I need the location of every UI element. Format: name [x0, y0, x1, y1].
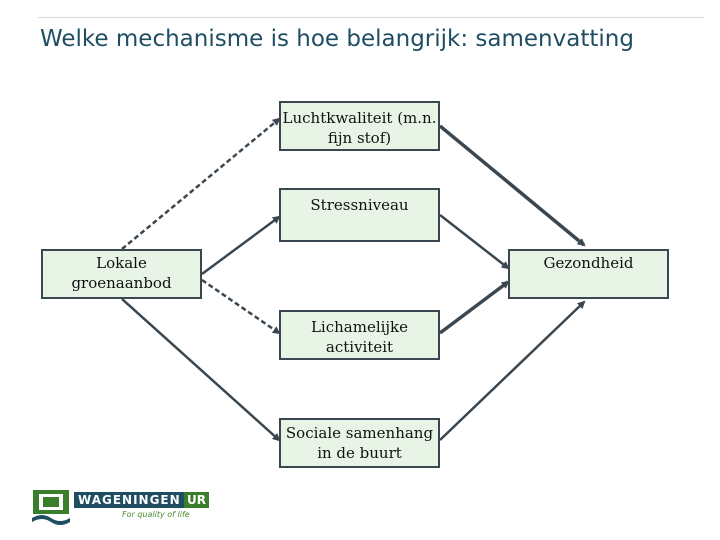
wageningen-logo — [30, 488, 230, 532]
node-lokaal-line-2: groenaanbod — [71, 274, 172, 292]
node-stressniveau-label: Stressniveau — [310, 196, 409, 214]
node-sociaal-line-2: in de buurt — [317, 444, 402, 462]
node-stressniveau — [279, 188, 440, 242]
arrow-sociaal-to-gezond — [440, 302, 584, 440]
arrow-groen-to-licham — [202, 280, 279, 333]
arrow-licham-to-gezond — [440, 282, 508, 333]
logo-wordmark: WAGENINGEN — [74, 492, 185, 508]
node-gezondheid — [508, 249, 669, 299]
arrow-groen-to-lucht — [122, 119, 279, 249]
logo-emblem-icon — [30, 488, 72, 528]
node-gezondheid-label: Gezondheid — [543, 254, 634, 272]
node-lokaal-groenaanbod — [41, 249, 202, 299]
slide-title: Welke mechanisme is hoe belangrijk: samenvatting — [40, 26, 634, 52]
arrow-lucht-to-gezond — [440, 126, 584, 245]
node-lichamelijke-activiteit — [279, 310, 440, 360]
arrow-stress-to-gezond — [440, 215, 508, 268]
node-luchtkwaliteit — [279, 101, 440, 151]
node-luchtkwaliteit-line-1: Luchtkwaliteit (m.n. — [282, 109, 437, 127]
arrow-groen-to-sociaal — [122, 299, 279, 440]
node-licham-line-1: Lichamelijke — [310, 318, 409, 336]
node-licham-line-2: activiteit — [325, 338, 394, 356]
node-luchtkwaliteit-line-2: fijn stof) — [327, 129, 392, 147]
logo-ur: UR — [184, 492, 209, 508]
node-lokaal-line-1: Lokale — [96, 254, 147, 272]
logo-tagline: For quality of life — [122, 510, 190, 519]
node-sociale-samenhang — [279, 418, 440, 468]
node-sociaal-line-1: Sociale samenhang — [285, 424, 434, 442]
arrow-groen-to-stress — [202, 217, 279, 274]
